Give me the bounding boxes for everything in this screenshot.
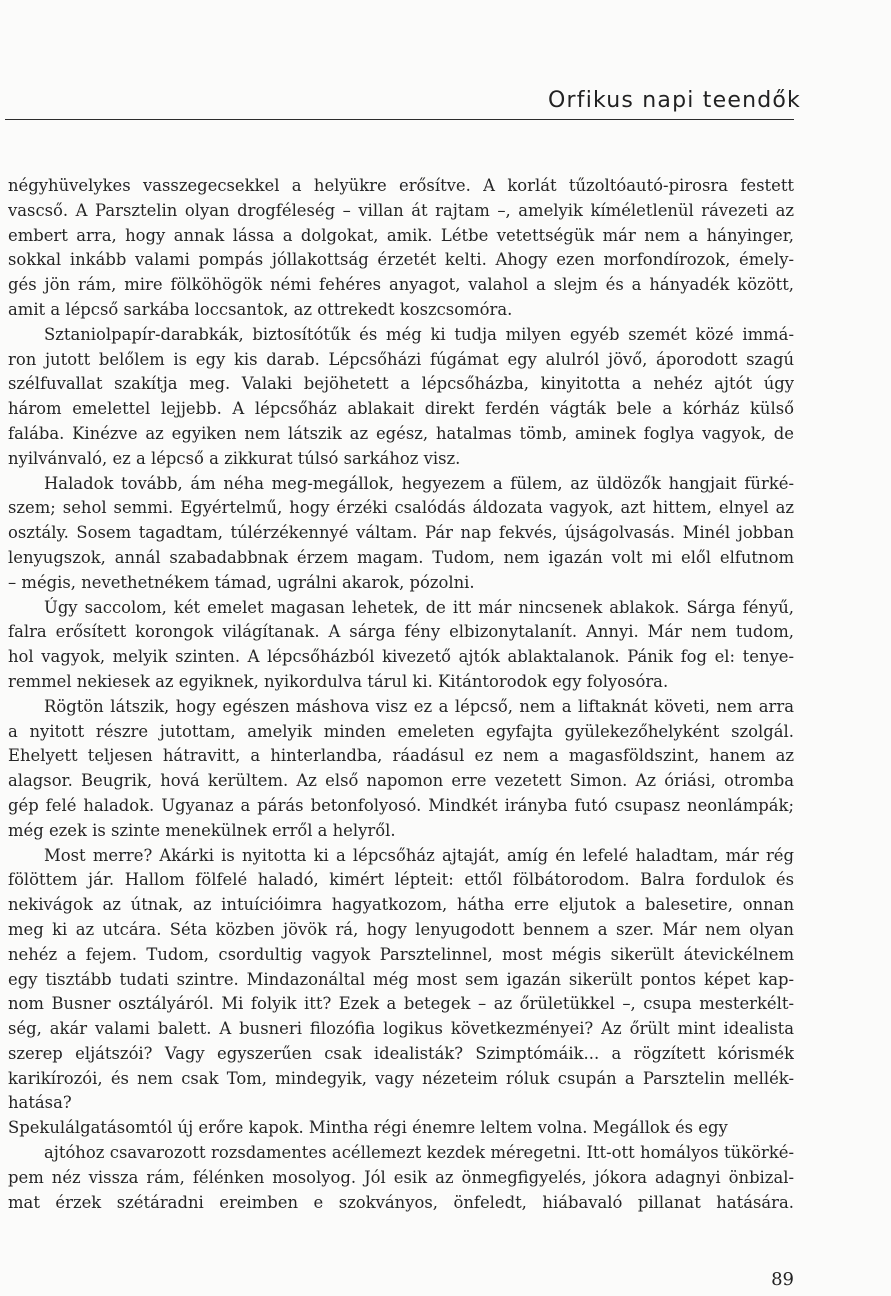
text-line: nehéz a fejem. Tudom, csordultig vagyok Parsztelinnel, most mégis sikerült átevickélnem (8, 944, 794, 964)
text-line: még ezek is szinte menekülnek erről a helyről. (8, 820, 396, 840)
text-line: nom Busner osztályáról. Mi folyik itt? Ezek a betegek – az őrületükkel –, csupa mesterkélt- (8, 994, 794, 1014)
page-number: 89 (771, 1269, 794, 1290)
text-line: alagsor. Beugrik, hová kerültem. Az első napomon erre vezetett Simon. Az óriási, otromba (8, 771, 794, 791)
text-line: falra erősített korongok világítanak. A sárga fény elbizonytalanít. Annyi. Már nem tudom, (8, 622, 794, 642)
text-line: a nyitott részre jutottam, amelyik minden emeleten egyfajta gyülekezőhelyként szolgál. (8, 721, 794, 741)
text-line: lenyugszok, annál szabadabbnak érzem magam. Tudom, nem igazán volt mi elől elfutnom (8, 547, 794, 567)
text-line: Most merre? Akárki is nyitotta ki a lépcsőház ajtaját, amíg én lefelé haladtam, már rég (44, 845, 794, 865)
text-line: karikírozói, és nem csak Tom, mindegyik, vagy nézeteim róluk csupán a Parsztelin mellék- (8, 1068, 794, 1088)
text-line: három emelettel lejjebb. A lépcsőház ablakait direkt ferdén vágták bele a kórház külső (8, 399, 794, 419)
text-line: sokkal inkább valami pompás jóllakottság érzetét kelti. Ahogy ezen morfondírozok, émely- (8, 250, 794, 270)
text-line: amit a lépcső sarkába loccsantok, az ottrekedt koszcsomóra. (8, 299, 513, 319)
header-rule (5, 119, 794, 120)
text-line: szem; sehol semmi. Egyértelmű, hogy érzéki csalódás áldozata vagyok, azt hittem, elnyel az (8, 498, 794, 518)
text-line (8, 1215, 794, 1240)
text-line: ron jutott belőlem is egy kis darab. Lépcsőházi fúgámat egy alulról jövő, áporodott szagú (8, 349, 794, 369)
text-line: szélfuvallat szakítja meg. Valaki bejöhetett a lépcsőházba, kinyitotta a nehéz ajtót úgy (8, 374, 794, 394)
text-line: osztály. Sosem tagadtam, túlérzékennyé váltam. Pár nap fekvés, újságolvasás. Minél jobban (8, 523, 794, 543)
text-line: hol vagyok, melyik szinten. A lépcsőházból kivezető ajtók ablaktalanok. Pánik fog el: tenye- (8, 647, 794, 667)
text-line: nekivágok az útnak, az intuícióimra hagyatkozom, hátha erre eljutok a balesetire, onnan (8, 895, 794, 915)
text-line: négyhüvelykes vasszegecsekkel a helyükre erősítve. A korlát tűzoltóautó-pirosra festett (8, 176, 794, 195)
body-text (8, 174, 794, 1240)
text-line: mat érzek szétáradni ereimben e szokványos, önfeledt, hiábavaló pillanat hatására. (8, 1192, 794, 1212)
text-line: Sztaniolpapír-darabkák, biztosítótűk és még ki tudja milyen egyéb szemét közé immá- (44, 324, 794, 344)
text-line: Ehelyett teljesen hátravitt, a hinterlandba, ráadásul ez nem a magasföldszint, hanem az (8, 746, 794, 766)
text-line: Úgy saccolom, két emelet magasan lehetek, de itt már nincsenek ablakok. Sárga fényű, (44, 597, 794, 617)
text-line: ség, akár valami balett. A busneri filozófia logikus következményei? Az őrült mint idealista (8, 1019, 794, 1039)
text-line: gép felé haladok. Ugyanaz a párás betonfolyosó. Mindkét irányba futó csupasz neonlámpák; (8, 795, 794, 815)
text-line: meg ki az utcára. Séta közben jövök rá, hogy lenyugodott bennem a szer. Már nem olyan (8, 919, 794, 939)
text-line: embert arra, hogy annak lássa a dolgokat, amik. Létbe vetettségük már nem a hányinger, (8, 225, 794, 245)
text-line: remmel nekiesek az egyiknek, nyikordulva tárul ki. Kitántorodok egy folyosóra. (8, 671, 669, 691)
text-line: Spekulálgatásomtól új erőre kapok. Mintha régi énemre leltem volna. Megállok és egy (8, 1118, 728, 1138)
text-line: hatása? (8, 1093, 72, 1113)
text-line: egy tisztább tudati szintre. Mindazonáltal még most sem igazán sikerült pontos képet kap- (8, 969, 794, 989)
text-line: szerep eljátszói? Vagy egyszerűen csak idealisták? Szimptómáik... a rögzített kórismék (8, 1043, 794, 1063)
text-line: vascső. A Parsztelin olyan drogféleség – villan át rajtam –, amelyik kíméletlenül rávezeti az (8, 200, 794, 220)
text-line: fölöttem jár. Hallom fölfelé haladó, kimért lépteit: ettől fölbátorodom. Balra fordulok és (8, 870, 794, 890)
running-head-title: Orfikus napi teendők (548, 88, 801, 113)
text-line: pem néz vissza rám, félénken mosolyog. Jól esik az önmegfigyelés, jókora adagnyi önbizal- (8, 1167, 794, 1187)
text-line: Rögtön látszik, hogy egészen máshova visz ez a lépcső, nem a liftaknát követi, nem arra (44, 696, 794, 716)
text-line: ajtóhoz csavarozott rozsdamentes acéllemezt kezdek méregetni. Itt-ott homályos tükörké- (44, 1143, 794, 1163)
text-line: Haladok tovább, ám néha meg-megállok, hegyezem a fülem, az üldözők hangjait fürké- (44, 473, 794, 493)
text-line: nyilvánvaló, ez a lépcső a zikkurat túlsó sarkához visz. (8, 448, 461, 468)
text-line: falába. Kinézve az egyiken nem látszik az egész, hatalmas tömb, aminek foglya vagyok, de (8, 423, 794, 443)
text-line: – mégis, nevethetnékem támad, ugrálni akarok, pózolni. (8, 572, 475, 592)
text-line: gés jön rám, mire fölköhögök némi fehéres anyagot, valahol a slejm és a hányadék között, (8, 275, 794, 295)
